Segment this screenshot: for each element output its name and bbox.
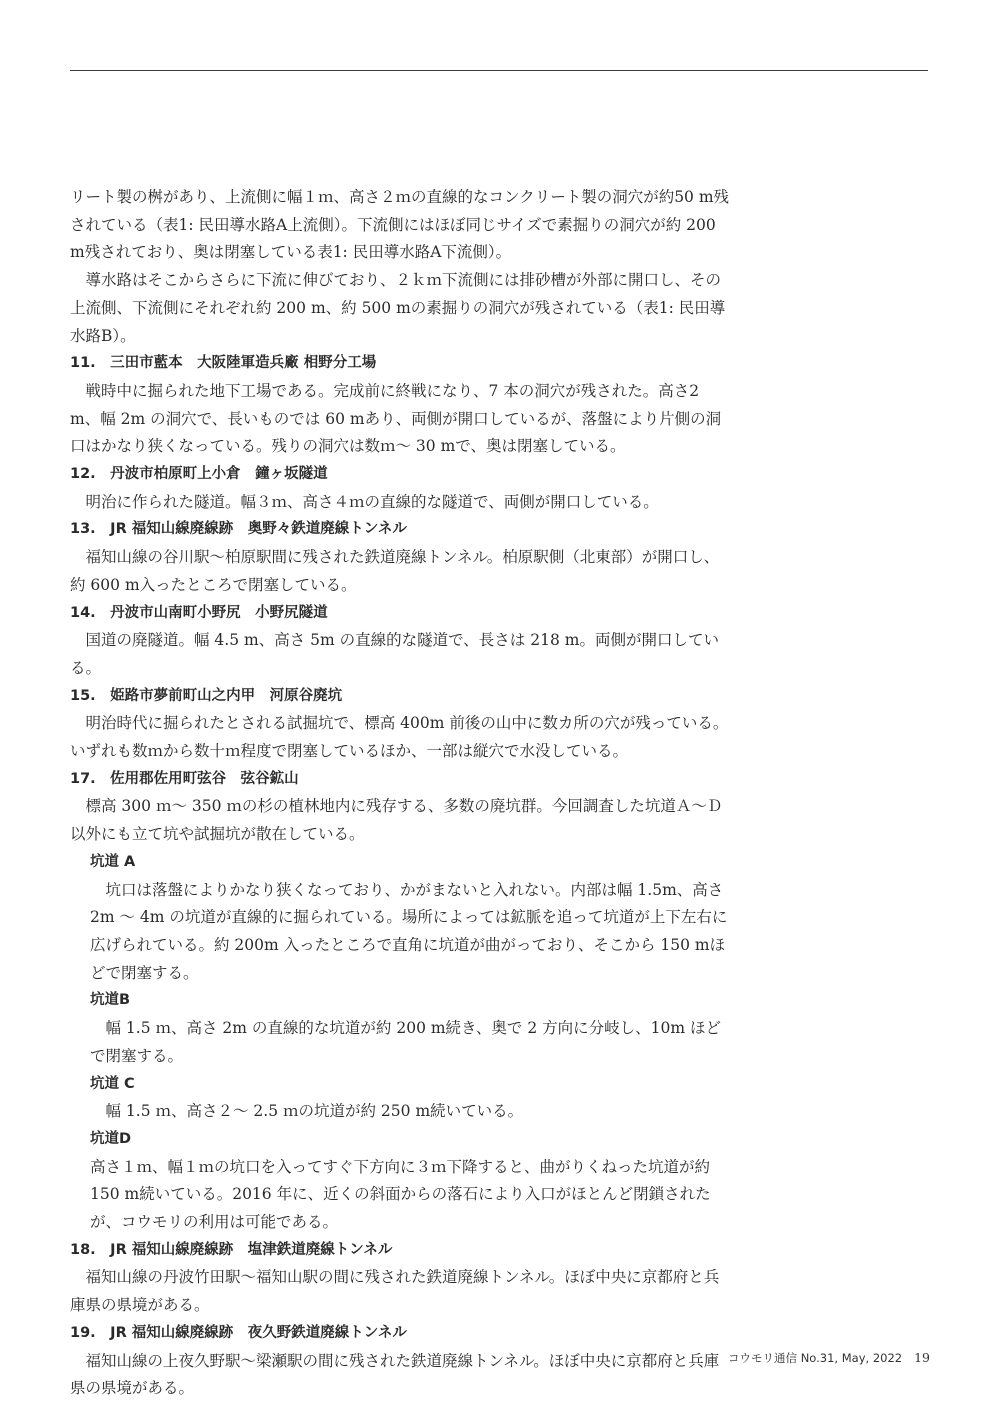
- header-rule: [70, 70, 928, 71]
- section-body: 戦時中に掘られた地下工場である。完成前に終戦になり、7 本の洞穴が残された。高さ2 m、幅 2m の洞穴で、長いものでは 60 mあり、両側が開口しているが、落盤により片側の洞口はかなり狭くなっている。残りの洞穴は数ｍ～ 30 mで、奥は閉塞している。: [70, 381, 722, 456]
- section-heading: 19. JR 福知山線廃線跡 夜久野鉄道廃線トンネル: [70, 1324, 407, 1341]
- section-body: 福知山線の丹波竹田駅～福知山駅の間に残された鉄道廃線トンネル。ほぼ中央に京都府と兵庫県の県境がある。: [70, 1268, 720, 1315]
- paragraph: リート製の桝があり、上流側に幅１ｍ、高さ２ｍの直線的なコンクリート製の洞穴が約50 m残されている（表1: 民田導水路A上流側）。下流側にはほぼ同じサイズで素掘りの洞穴が約 200 m残されており、奥は閉塞している表1: 民田導水路A下流側）。: [70, 188, 730, 262]
- section-heading: 14. 丹波市山南町小野尻 小野尻隧道: [70, 604, 328, 621]
- section-body: 国道の廃隧道。幅 4.5 m、高さ 5m の直線的な隧道で、長さは 218 m。両側が開口している。: [70, 631, 719, 677]
- page-footer: [728, 1350, 930, 1366]
- shaft-body: 坑口は落盤によりかなり狭くなっており、かがまないと入れない。内部は幅 1.5m、高さ 2m ～ 4m の坑道が直線的に掘られている。場所によっては鉱脈を追って坑道が上下左右に広げられている。約 200m 入ったところで直角に坑道が曲がっており、そこから 150 mほどで閉塞する。: [90, 880, 728, 982]
- page-number: 19: [914, 1350, 930, 1365]
- section-heading: 15. 姫路市夢前町山之内甲 河原谷廃坑: [70, 687, 343, 704]
- shaft-heading: 坑道 A: [90, 853, 136, 870]
- shaft-heading: 坑道 C: [90, 1075, 135, 1092]
- shaft-body: 高さ１ｍ、幅１ｍの坑口を入ってすぐ下方向に３ｍ下降すると、曲がりくねった坑道が約 150 m続いている。2016 年に、近くの斜面からの落石により入口がほとんど閉鎖されたが、コウモリの利用は可能である。: [90, 1157, 711, 1232]
- section-body: 明治時代に掘られたとされる試掘坑で、標高 400m 前後の山中に数カ所の穴が残っている。いずれも数ｍから数十ｍ程度で閉塞しているほか、一部は縦穴で水没している。: [70, 714, 729, 761]
- journal-name: コウモリ通信 No.31, May, 2022: [728, 1351, 903, 1365]
- section-heading: 13. JR 福知山線廃線跡 奥野々鉄道廃線トンネル: [70, 521, 407, 538]
- section-heading: 12. 丹波市柏原町上小倉 鐘ヶ坂隧道: [70, 466, 328, 483]
- article-body: [70, 184, 730, 1403]
- shaft-heading: 坑道D: [90, 1130, 132, 1147]
- section-body: 標高 300 ｍ～ 350 ｍの杉の植林地内に残存する、多数の廃坑群。今回調査した坑道Ａ～Ｄ以外にも立て坑や試掘坑が散在している。: [70, 797, 723, 844]
- section-body: 福知山線の谷川駅～柏原駅間に残された鉄道廃線トンネル。柏原駅側（北東部）が開口し、約 600 m入ったところで閉塞している。: [70, 548, 720, 594]
- section-heading: 17. 佐用郡佐用町弦谷 弦谷鉱山: [70, 770, 299, 787]
- section-heading: 18. JR 福知山線廃線跡 塩津鉄道廃線トンネル: [70, 1241, 393, 1258]
- paragraph: 導水路はそこからさらに下流に伸びており、２ｋｍ下流側には排砂槽が外部に開口し、その上流側、下流側にそれぞれ約 200 m、約 500 mの素掘りの洞穴が残されている（表1: 民田導水路B）。: [70, 271, 726, 345]
- shaft-heading: 坑道B: [90, 992, 131, 1009]
- section-body: 明治に作られた隧道。幅３ｍ、高さ４ｍの直線的な隧道で、両側が開口している。: [85, 492, 659, 511]
- shaft-body: 幅 1.5 ｍ、高さ 2m の直線的な坑道が約 200 m続き、奥で 2 方向に分岐し、10m ほどで閉塞する。: [90, 1019, 721, 1065]
- shaft-list: [90, 849, 730, 1237]
- section-heading: 11. 三田市藍本 大阪陸軍造兵廠 相野分工場: [70, 355, 377, 372]
- section-body: 福知山線の上夜久野駅～梁瀬駅の間に残された鉄道廃線トンネル。ほぼ中央に京都府と兵庫県の県境がある。: [70, 1351, 720, 1398]
- shaft-body: 幅 1.5 ｍ、高さ２～ 2.5 ｍの坑道が約 250 m続いている。: [105, 1102, 524, 1121]
